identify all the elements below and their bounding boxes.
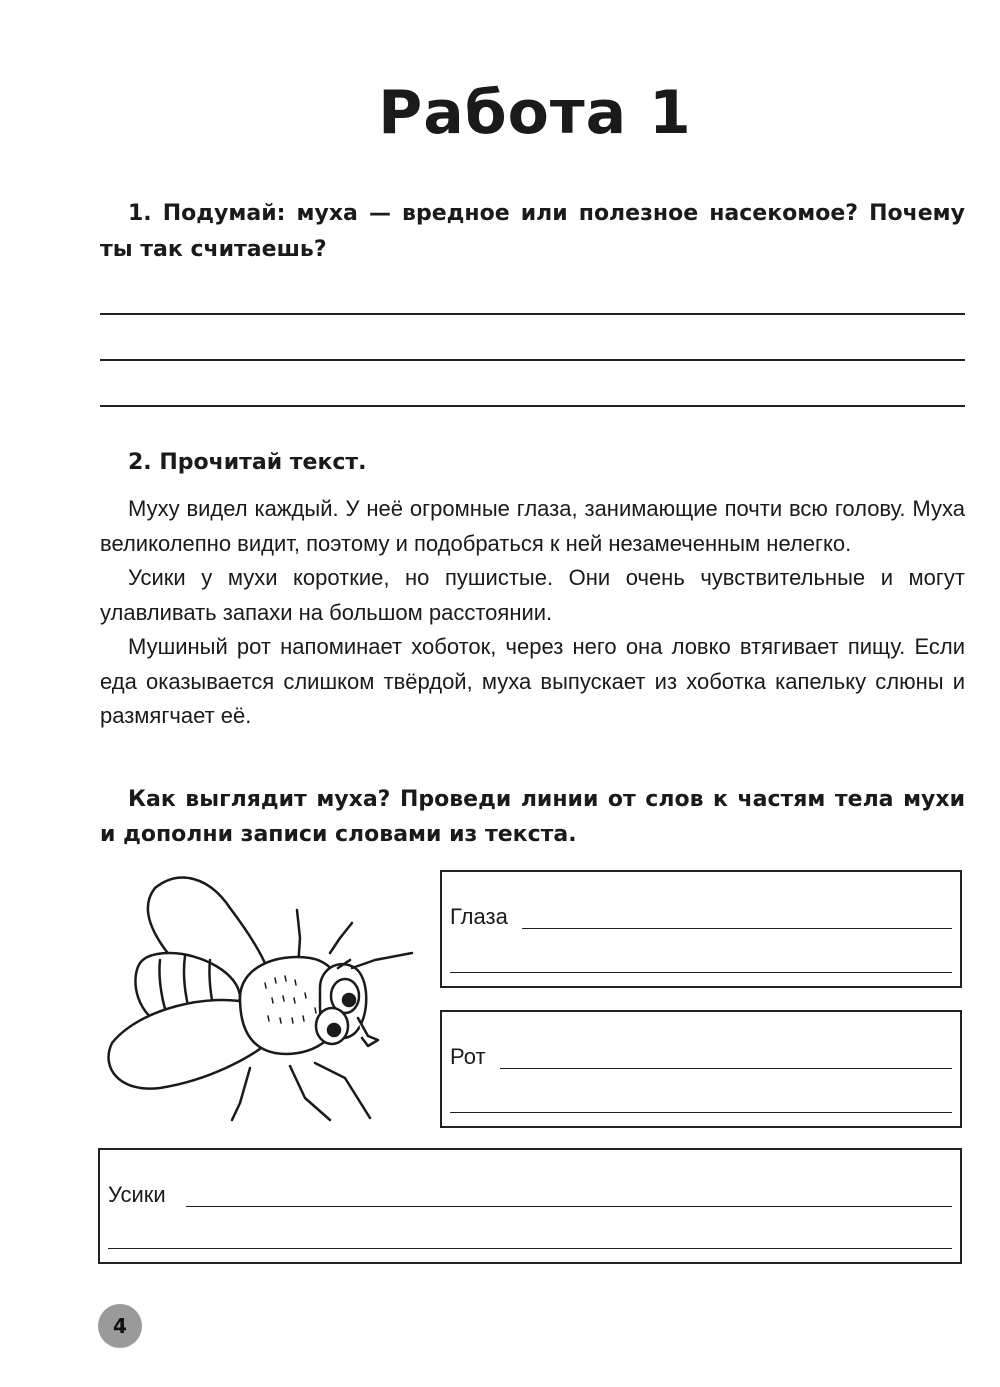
mouth-answer-line-2[interactable]	[450, 1112, 952, 1113]
fly-leg-mid	[290, 1066, 330, 1120]
eyes-label: Глаза	[450, 904, 508, 929]
passage-paragraph-2: Усики у мухи короткие, но пушистые. Они очень чувствительные и могут улавливать запахи на большом расстоянии.	[100, 565, 965, 625]
task-2-heading: 2. Прочитай текст.	[128, 450, 367, 475]
fly-antenna	[352, 953, 412, 968]
passage-paragraph-1: Муху видел каждый. У неё огромные глаза, занимающие почти всю голову. Муха великолепно видит, поэтому и подобраться к ней незамеченным нелегко.	[100, 496, 965, 556]
mouth-answer-line-1[interactable]	[500, 1068, 952, 1069]
answer-line-3[interactable]	[100, 405, 965, 407]
answer-line-1[interactable]	[100, 313, 965, 315]
reading-passage	[100, 492, 965, 734]
eyes-answer-box	[440, 870, 962, 988]
antennae-answer-line-2[interactable]	[108, 1248, 952, 1249]
page-title: Работа 1	[378, 78, 692, 148]
passage-paragraph-3: Мушиный рот напоминает хоботок, через него она ловко втягивает пищу. Если еда оказывается слишком твёрдой, муха выпускает из хоботка капельку слюны и размягчает её.	[100, 634, 965, 728]
answer-line-2[interactable]	[100, 359, 965, 361]
eyes-answer-line-2[interactable]	[450, 972, 952, 973]
fly-leg-upper	[330, 923, 352, 953]
fly-leg-front	[315, 1063, 370, 1118]
antennae-answer-box	[98, 1148, 962, 1264]
fly-proboscis	[358, 1018, 378, 1046]
fly-icon	[100, 868, 420, 1128]
fly-leg-back	[232, 1068, 250, 1120]
antennae-answer-line-1[interactable]	[186, 1206, 952, 1207]
task-2-instruction: Как выглядит муха? Проведи линии от слов к частям тела мухи и дополни записи словами из текста.	[100, 787, 965, 847]
mouth-answer-box	[440, 1010, 962, 1128]
eyes-answer-line-1[interactable]	[522, 928, 952, 929]
mouth-label: Рот	[450, 1044, 486, 1069]
task-1-question: 1. Подумай: муха — вредное или полезное насекомое? Почему ты так считаешь?	[100, 201, 965, 262]
page-number: 4	[98, 1304, 142, 1348]
antennae-label: Усики	[108, 1182, 166, 1207]
